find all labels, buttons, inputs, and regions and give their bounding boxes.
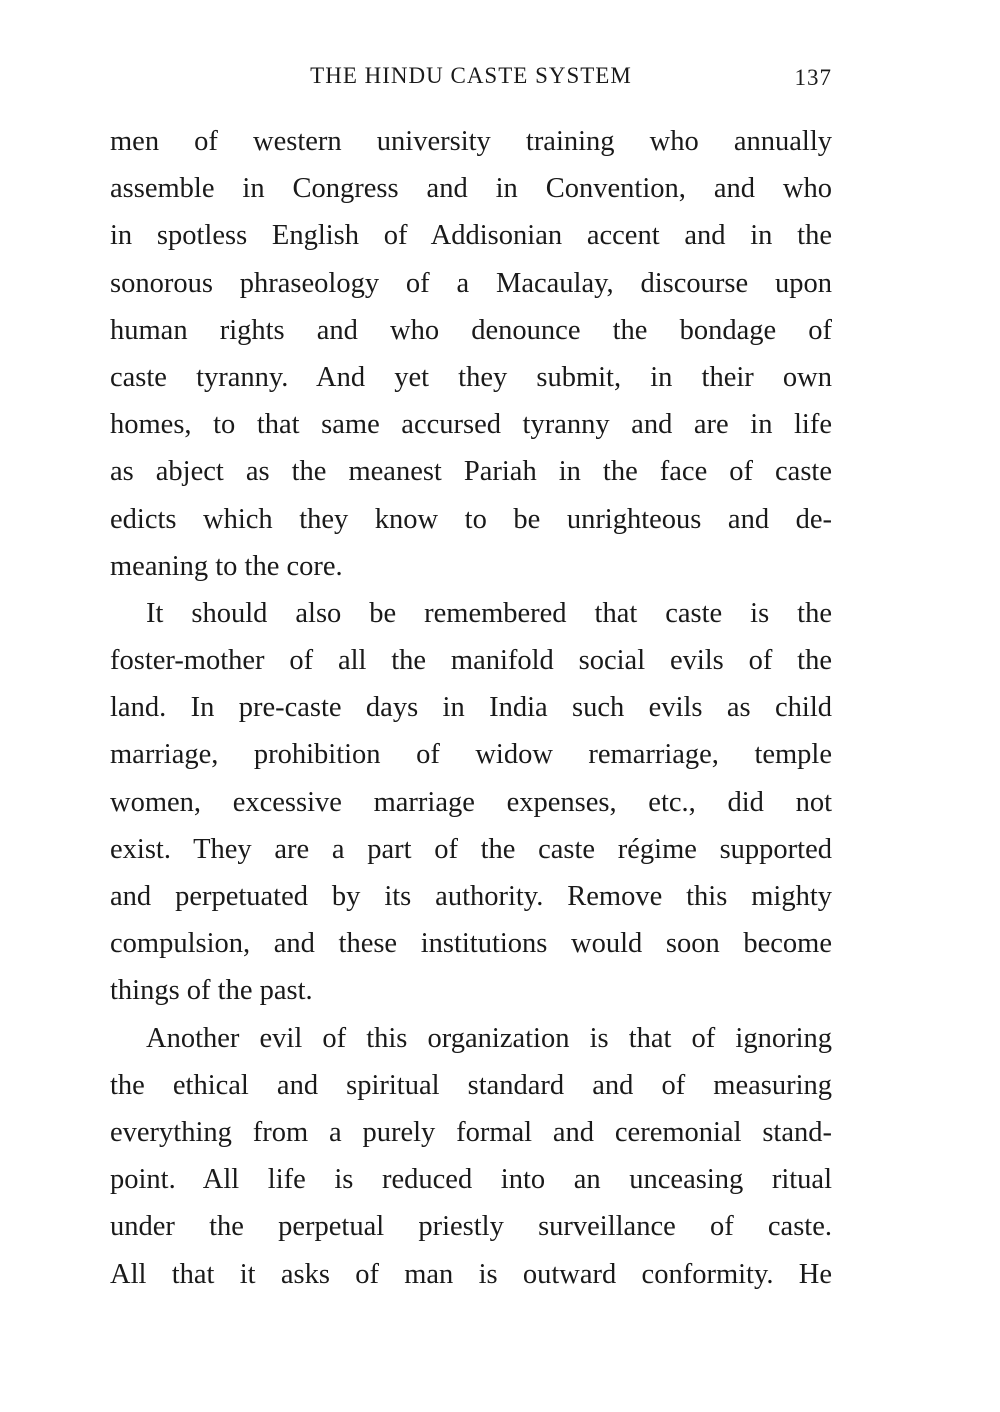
text-line: All that it asks of man is outward conformity. He bbox=[110, 1258, 832, 1290]
text-line: It should also be remembered that caste is the bbox=[146, 597, 832, 629]
text-line: men of western university training who annually bbox=[110, 126, 832, 157]
text-line: as abject as the meanest Pariah in the face of caste bbox=[110, 456, 832, 488]
text-line: under the perpetual priestly surveillance of caste. bbox=[110, 1211, 832, 1243]
paragraph-2 bbox=[110, 590, 832, 1015]
text-line: edicts which they know to be unrighteous and de- bbox=[110, 503, 832, 535]
page-number: 137 bbox=[794, 65, 832, 90]
text-line: meaning to the core. bbox=[110, 550, 343, 582]
text-line: things of the past. bbox=[110, 975, 313, 1007]
paragraph-1 bbox=[110, 118, 832, 590]
text-line: everything from a purely formal and ceremonial stand- bbox=[110, 1116, 832, 1148]
text-line: foster-mother of all the manifold social evils of the bbox=[110, 645, 832, 677]
text-line: land. In pre-caste days in India such evils as child bbox=[110, 692, 832, 724]
text-line: in spotless English of Addisonian accent and in the bbox=[110, 220, 832, 252]
text-line: women, excessive marriage expenses, etc., did not bbox=[110, 786, 832, 818]
paragraph-3 bbox=[110, 1015, 832, 1298]
text-line: human rights and who denounce the bondage of bbox=[110, 314, 832, 346]
text-line: and perpetuated by its authority. Remove this mighty bbox=[110, 881, 832, 912]
text-line: caste tyranny. And yet they submit, in their own bbox=[110, 361, 832, 393]
text-line: compulsion, and these institutions would soon become bbox=[110, 928, 832, 960]
running-head bbox=[110, 58, 832, 94]
text-line: sonorous phraseology of a Macaulay, discourse upon bbox=[110, 267, 832, 299]
text-line: Another evil of this organization is that of ignoring bbox=[146, 1022, 832, 1054]
text-line: marriage, prohibition of widow remarriage, temple bbox=[110, 739, 832, 771]
text-line: exist. They are a part of the caste régime supported bbox=[110, 833, 832, 865]
text-line: point. All life is reduced into an unceasing ritual bbox=[110, 1164, 832, 1196]
body-text bbox=[110, 118, 832, 1298]
text-line: the ethical and spiritual standard and of measuring bbox=[110, 1069, 832, 1101]
text-line: assemble in Congress and in Convention, and who bbox=[110, 173, 832, 205]
text-line: homes, to that same accursed tyranny and are in life bbox=[110, 409, 832, 441]
running-title: THE HINDU CASTE SYSTEM bbox=[310, 63, 632, 88]
